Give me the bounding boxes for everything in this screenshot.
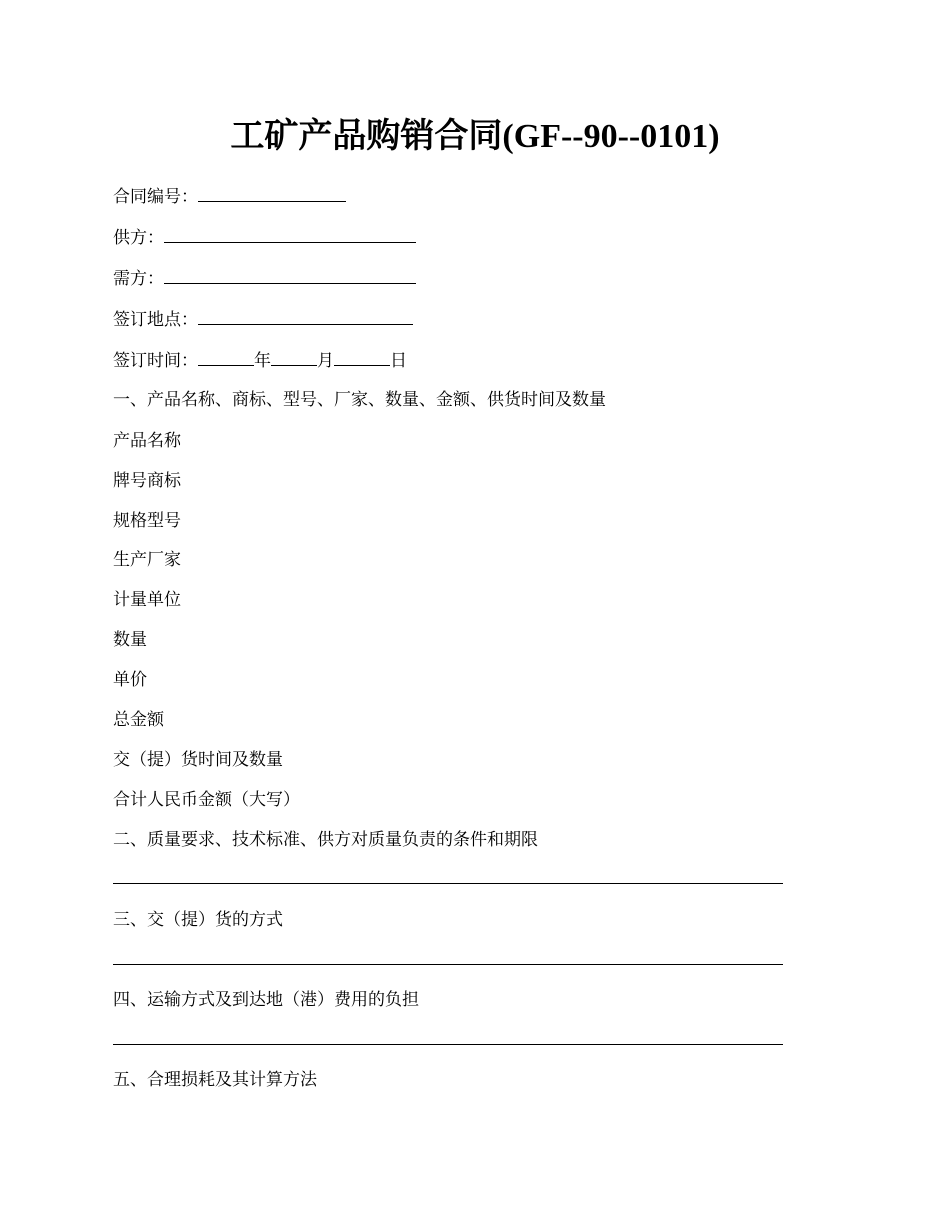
item-spec-model: 规格型号 bbox=[113, 511, 181, 531]
supplier-label: 供方： bbox=[113, 228, 164, 248]
signing-time-label: 签订时间： bbox=[113, 351, 198, 371]
supplier-line bbox=[113, 224, 416, 250]
contract-number-blank[interactable] bbox=[198, 183, 346, 202]
month-label: 月 bbox=[317, 351, 334, 371]
signing-place-line bbox=[113, 306, 413, 332]
item-delivery-time: 交（提）货时间及数量 bbox=[113, 750, 283, 770]
signing-place-label: 签订地点： bbox=[113, 310, 198, 330]
section-2-fill-line[interactable] bbox=[113, 883, 783, 884]
section-3-fill-line[interactable] bbox=[113, 964, 783, 965]
item-manufacturer: 生产厂家 bbox=[113, 550, 181, 570]
supplier-blank[interactable] bbox=[164, 224, 416, 243]
buyer-label: 需方： bbox=[113, 269, 164, 289]
section-3-heading: 三、交（提）货的方式 bbox=[113, 910, 283, 930]
signing-place-blank[interactable] bbox=[198, 306, 413, 325]
item-total-amount: 总金额 bbox=[113, 710, 164, 730]
item-product-name: 产品名称 bbox=[113, 431, 181, 451]
contract-number-label: 合同编号： bbox=[113, 187, 198, 207]
year-label: 年 bbox=[254, 351, 271, 371]
day-label: 日 bbox=[390, 351, 407, 371]
section-4-fill-line[interactable] bbox=[113, 1044, 783, 1045]
item-brand: 牌号商标 bbox=[113, 471, 181, 491]
contract-number-line bbox=[113, 183, 346, 209]
buyer-line bbox=[113, 265, 416, 291]
day-blank[interactable] bbox=[334, 347, 390, 366]
item-quantity: 数量 bbox=[113, 630, 147, 650]
item-unit: 计量单位 bbox=[113, 590, 181, 610]
signing-time-line bbox=[113, 347, 407, 373]
year-blank[interactable] bbox=[198, 347, 254, 366]
month-blank[interactable] bbox=[271, 347, 317, 366]
item-total-rmb: 合计人民币金额（大写） bbox=[113, 790, 300, 810]
buyer-blank[interactable] bbox=[164, 265, 416, 284]
section-5-heading: 五、合理损耗及其计算方法 bbox=[113, 1070, 317, 1090]
section-2-heading: 二、质量要求、技术标准、供方对质量负责的条件和期限 bbox=[113, 830, 538, 850]
item-unit-price: 单价 bbox=[113, 670, 147, 690]
page-title: 工矿产品购销合同(GF--90--0101) bbox=[230, 118, 720, 155]
section-4-heading: 四、运输方式及到达地（港）费用的负担 bbox=[113, 990, 419, 1010]
section-1-heading: 一、产品名称、商标、型号、厂家、数量、金额、供货时间及数量 bbox=[113, 390, 606, 410]
